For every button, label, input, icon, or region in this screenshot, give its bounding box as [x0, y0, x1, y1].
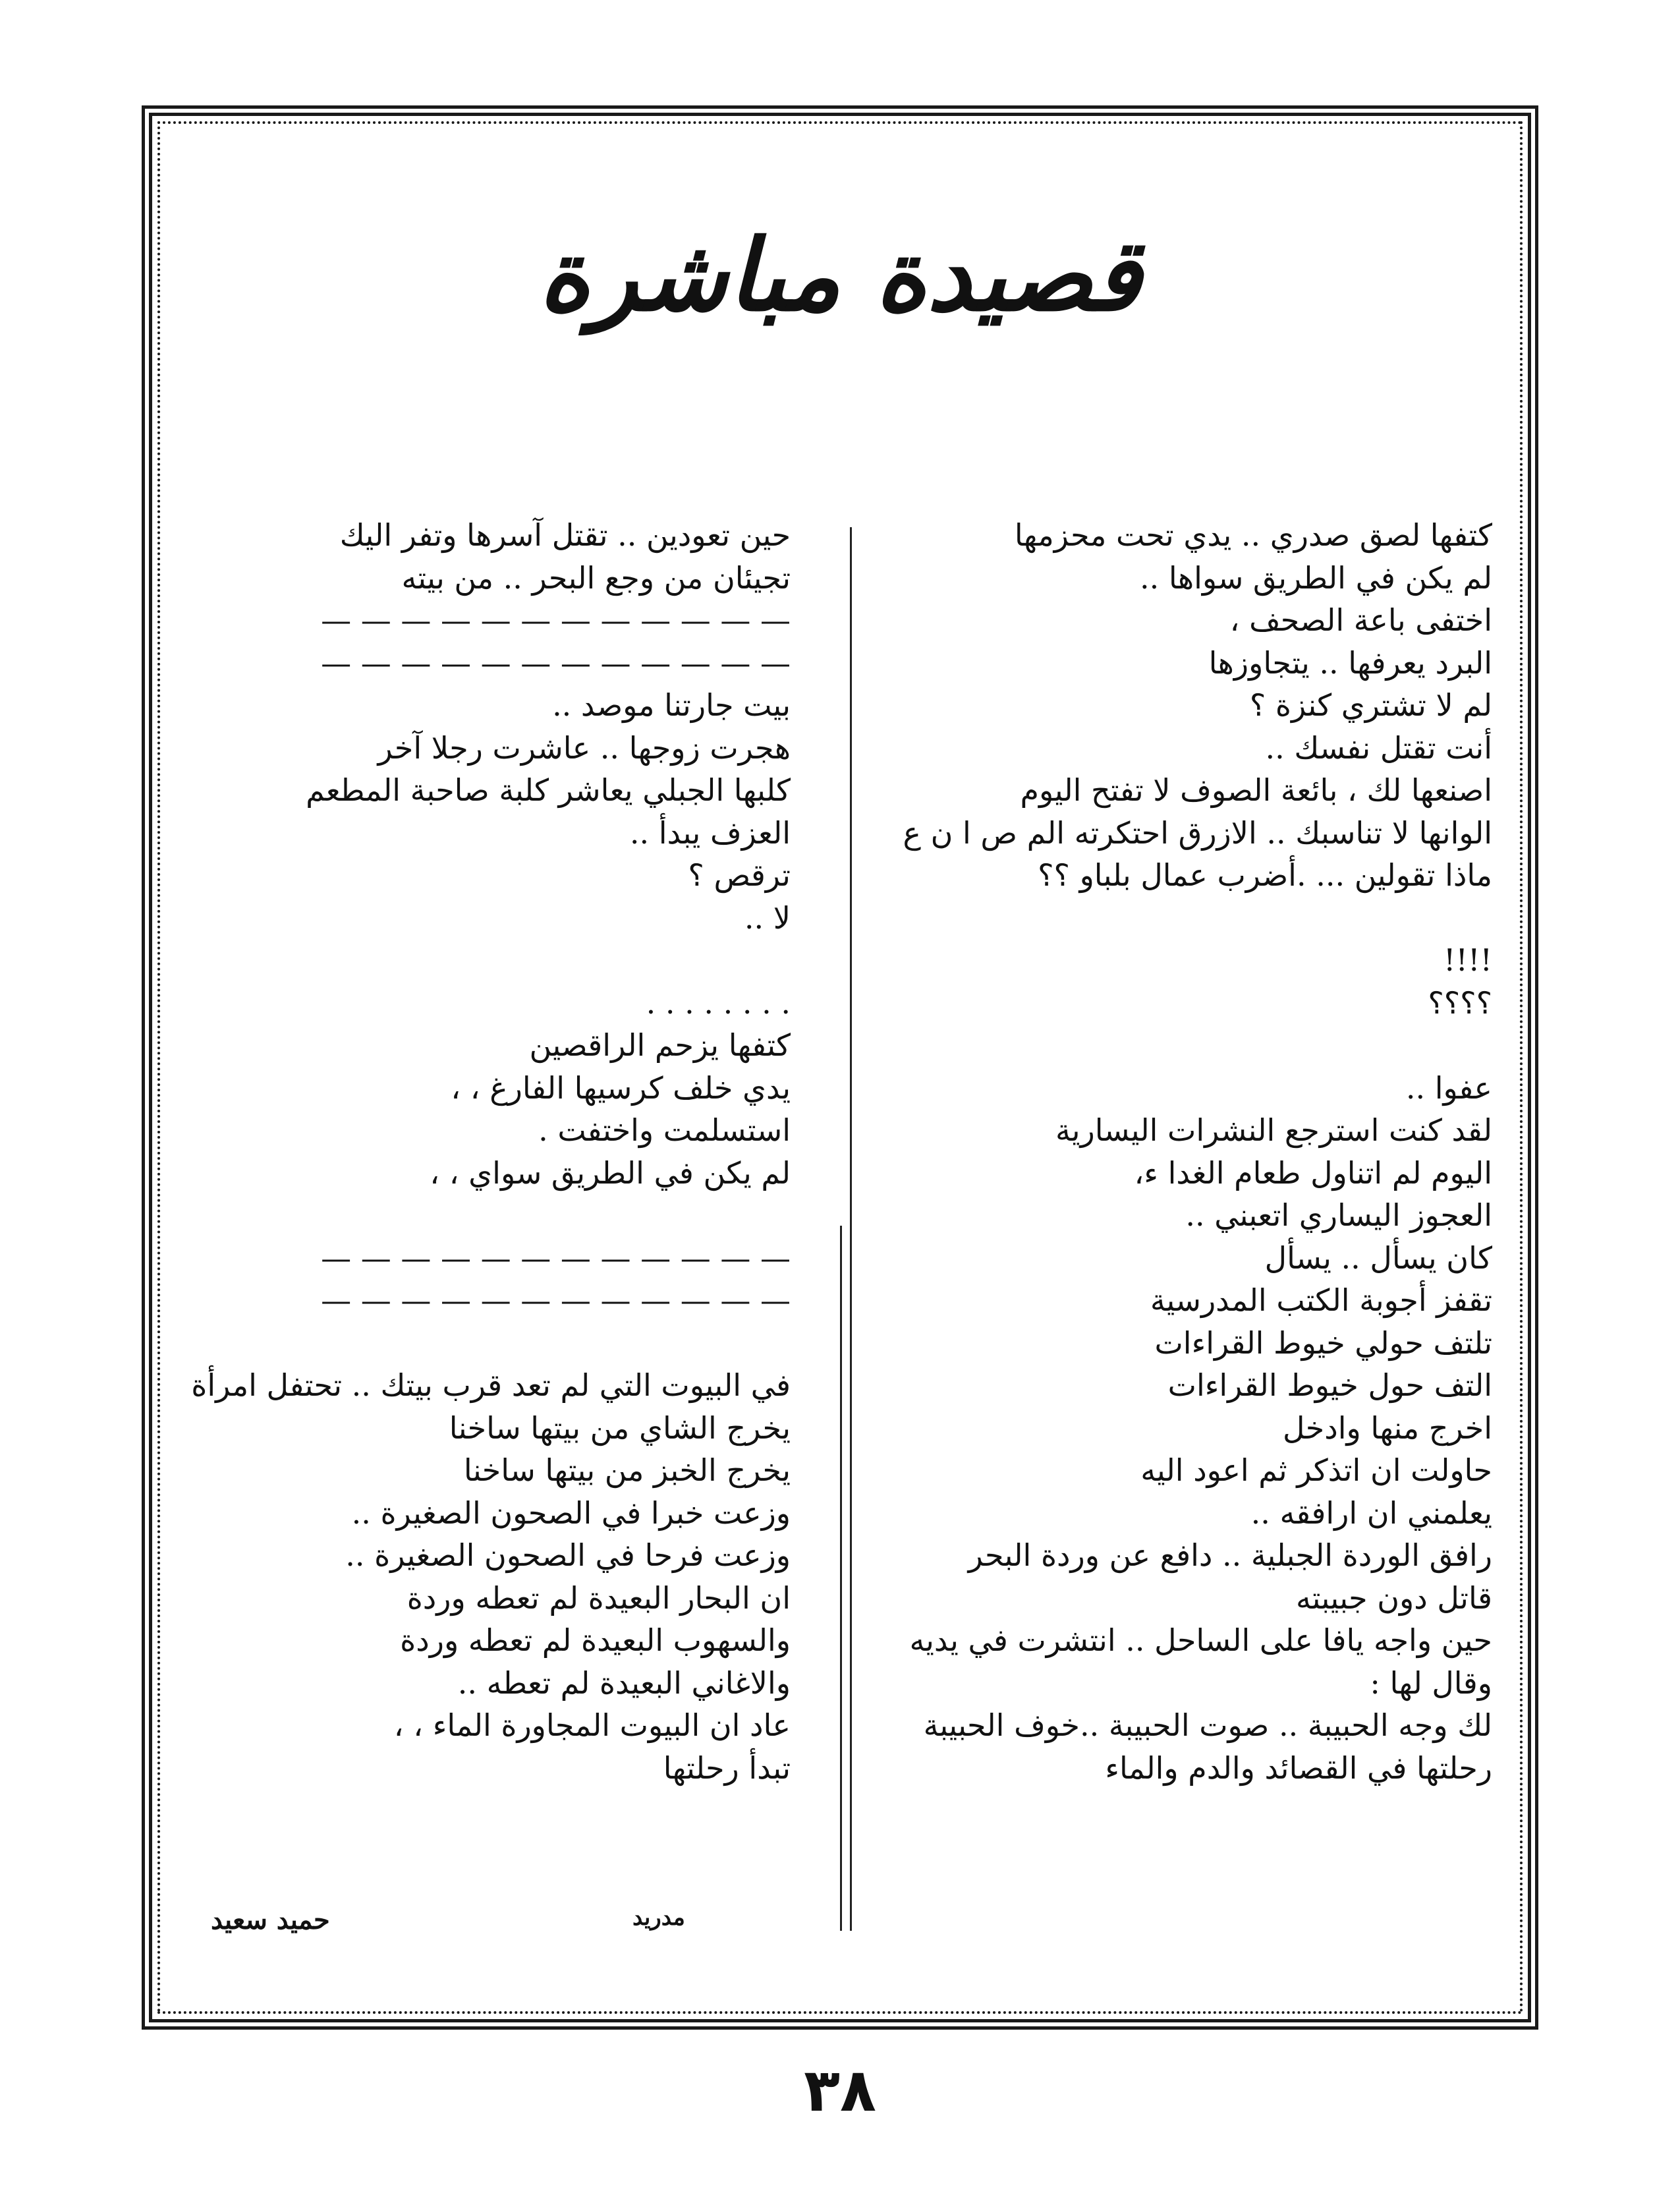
poem-line: التف حول خيوط القراءات: [1167, 1367, 1492, 1403]
poem-line: كتفها يزحم الراقصين: [529, 1027, 791, 1063]
poem-line: ان البحار البعيدة لم تعطه وردة: [406, 1580, 791, 1616]
poem-line: رافق الوردة الجبلية .. دافع عن وردة البحر: [968, 1537, 1492, 1573]
poem-line: ؟؟؟؟: [1428, 985, 1492, 1021]
poem-line: بيت جارتنا موصد ..: [552, 687, 791, 723]
poem-line: يخرج الشاي من بيتها ساخنا: [449, 1410, 791, 1446]
poem-line: حاولت ان اتذكر ثم اعود اليه: [1140, 1452, 1492, 1488]
poem-line: [833, 897, 1492, 940]
poem-line: — — — — — — — — — — — —: [321, 644, 791, 681]
poem-line: قاتل دون جبيبته: [1296, 1580, 1492, 1616]
poem-line: لقد كنت استرجع النشرات اليسارية: [1055, 1112, 1492, 1148]
poem-line: يعلمني ان ارافقه ..: [1250, 1495, 1492, 1531]
poem-line: والسهوب البعيدة لم تعطه وردة: [400, 1622, 791, 1658]
poem-line: لك وجه الحبيبة .. صوت الحبيبة ..خوف الحبيبة: [923, 1707, 1492, 1743]
poem-line: !!!!: [1443, 942, 1492, 978]
poem-line: [132, 1322, 791, 1365]
poem-line: كان يسأل .. يسأل: [1264, 1240, 1492, 1276]
poem-line: كلبها الجبلي يعاشر كلبة صاحبة المطعم: [306, 772, 791, 808]
poem-line: — — — — — — — — — — — —: [321, 602, 791, 638]
poem-line: [132, 1194, 791, 1237]
poem-line: تلتف حولي خيوط القراءات: [1154, 1325, 1492, 1361]
poem-line: — — — — — — — — — — — —: [321, 1282, 791, 1318]
poem-line: وزعت فرحا في الصحون الصغيرة ..: [345, 1537, 791, 1573]
poem-line: تقفز أجوبة الكتب المدرسية: [1150, 1282, 1492, 1318]
poem-line: اختفى باعة الصحف ،: [1229, 602, 1492, 638]
poem-line: لا ..: [744, 900, 791, 936]
poem-line: [132, 939, 791, 982]
poem-line: أنت تقتل نفسك ..: [1265, 729, 1492, 766]
poem-line: العزف يبدأ ..: [629, 814, 791, 851]
poem-line: والاغاني البعيدة لم تعطه ..: [457, 1665, 791, 1701]
poem-title: قصيدة مباشرة: [538, 217, 1142, 333]
poem-line: وقال لها :: [1370, 1665, 1492, 1701]
poem-line: في البيوت التي لم تعد قرب بيتك .. تحتفل امرأة: [191, 1367, 791, 1403]
poem-line: تبدأ رحلتها: [663, 1750, 791, 1786]
poem-line: اخرج منها وادخل: [1282, 1410, 1492, 1446]
poem-line: البرد يعرفها .. يتجاوزها: [1208, 644, 1492, 681]
right-column: [833, 514, 1492, 1789]
poem-line: وزعت خبرا في الصحون الصغيرة ..: [351, 1495, 791, 1531]
left-column: [132, 514, 791, 1789]
poem-line: الوانها لا تناسبك .. الازرق احتكرته الم ص ا ن ع: [903, 814, 1492, 851]
poem-line: اليوم لم اتناول طعام الغدا ء،: [1134, 1155, 1492, 1191]
signature-place: مدريد: [632, 1904, 685, 1931]
poem-line: تجيئان من وجع البحر .. من بيته: [401, 559, 791, 596]
poem-line: كتفها لصق صدري .. يدي تحت محزمها: [1014, 517, 1492, 553]
poem-line: [833, 1024, 1492, 1067]
poem-line: عاد ان البيوت المجاورة الماء ، ،: [393, 1707, 791, 1743]
poem-line: . . . . . . . .: [646, 985, 791, 1021]
poem-line: لم يكن في الطريق سواي ، ،: [430, 1155, 791, 1191]
poem-line: اصنعها لك ، بائعة الصوف لا تفتح اليوم: [1020, 772, 1492, 808]
poem-line: لم يكن في الطريق سواها ..: [1140, 559, 1492, 596]
page-number: ٣٨: [804, 2056, 876, 2125]
poem-line: حين تعودين .. تقتل آسرها وتفر اليك: [339, 517, 791, 553]
poem-line: عفوا ..: [1405, 1070, 1492, 1106]
poem-line: استسلمت واختفت .: [538, 1112, 791, 1148]
poem-line: — — — — — — — — — — — —: [321, 1240, 791, 1276]
poem-line: يخرج الخبز من بيتها ساخنا: [463, 1452, 791, 1488]
poem-line: ترقص ؟: [688, 857, 791, 893]
poem-line: رحلتها في القصائد والدم والماء: [1105, 1750, 1492, 1786]
poem-line: حين واجه يافا على الساحل .. انتشرت في يديه: [909, 1622, 1492, 1658]
poem-line: ماذا تقولين ... .أضرب عمال بلباو ؟؟: [1038, 857, 1492, 893]
poem-line: هجرت زوجها .. عاشرت رجلا آخر: [378, 729, 791, 766]
poem-line: يدي خلف كرسيها الفارغ ، ،: [451, 1070, 791, 1106]
author-name: حميد سعيد: [211, 1904, 330, 1935]
poem-line: العجوز اليساري اتعبني ..: [1185, 1197, 1492, 1233]
poem-line: لم لا تشتري كنزة ؟: [1249, 687, 1492, 723]
